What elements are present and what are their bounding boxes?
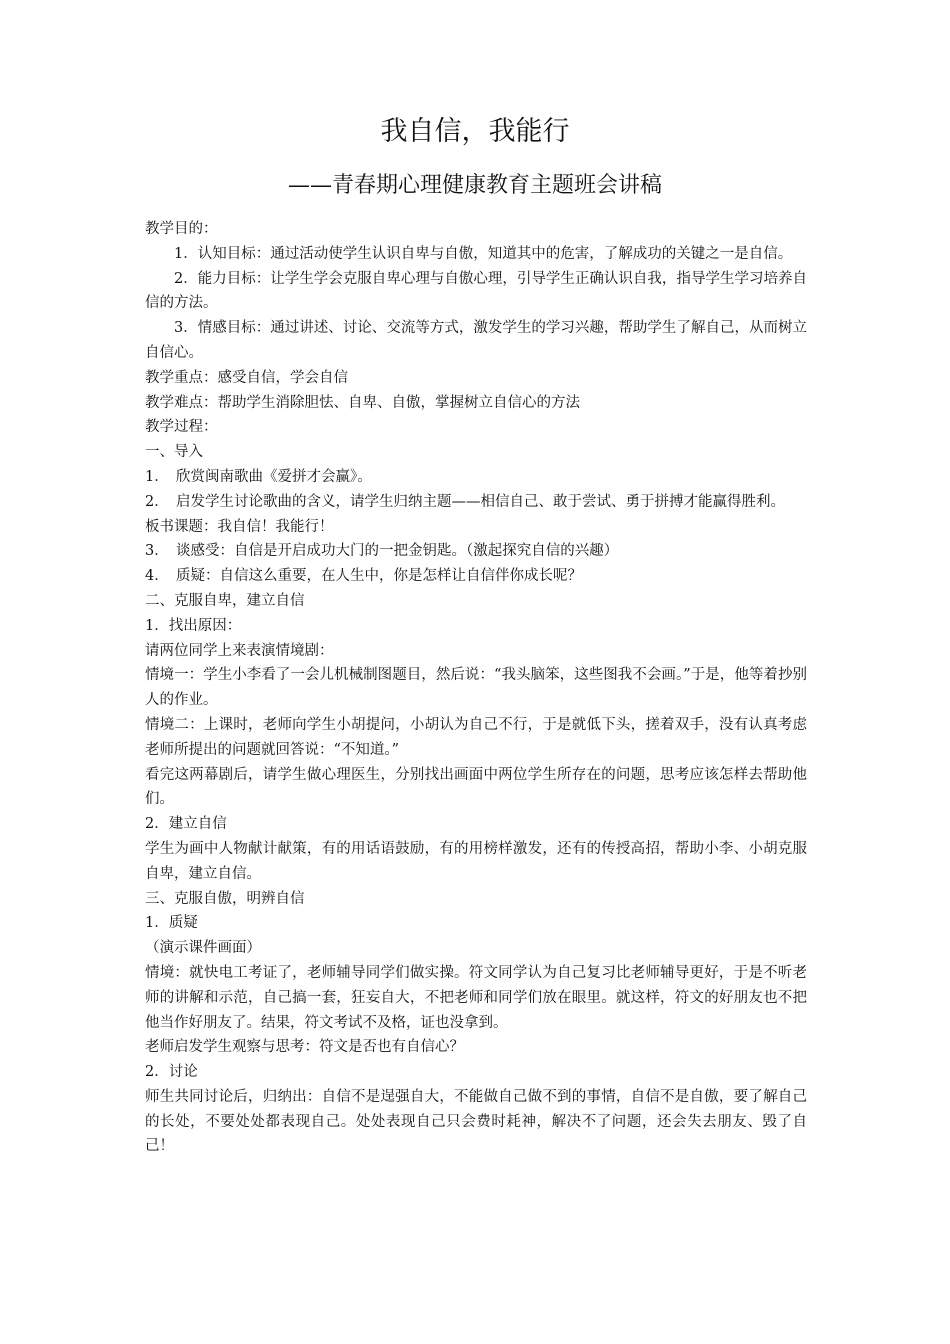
paragraph: 1．质疑 xyxy=(145,915,198,932)
page-title: 我自信，我能行 xyxy=(380,116,570,147)
paragraph: 3． 谈感受：自信是开启成功大门的一把金钥匙。（激起探究自信的兴趣） xyxy=(145,543,619,560)
paragraph: 2．讨论 xyxy=(145,1064,198,1081)
paragraph: 板书课题：我自信！我能行！ xyxy=(145,518,334,535)
paragraph: 3．情感目标：通过讲述、讨论、交流等方式，激发学生的学习兴趣，帮助学生了解自己，从而树立自信心。 xyxy=(145,320,807,361)
paragraph: 学生为画中人物献计献策，有的用话语鼓励，有的用榜样激发，还有的传授高招，帮助小李、小胡克服自卑，建立自信。 xyxy=(145,840,807,882)
paragraph: 教学难点：帮助学生消除胆怯、自卑、自傲，掌握树立自信心的方法 xyxy=(145,394,580,411)
paragraph: 2．能力目标：让学生学会克服自卑心理与自傲心理，引导学生正确认识自我，指导学生学习培养自信的方法。 xyxy=(145,270,807,312)
paragraph: 三、克服自傲，明辨自信 xyxy=(145,890,305,907)
paragraph: 一、导入 xyxy=(145,444,203,461)
paragraph: 教学过程： xyxy=(145,419,218,436)
paragraph: 4． 质疑：自信这么重要，在人生中，你是怎样让自信伴你成长呢？ xyxy=(145,568,582,585)
paragraph: 1． 欣赏闽南歌曲《爱拼才会赢》。 xyxy=(145,468,372,485)
paragraph: 情境二：上课时，老师向学生小胡提问，小胡认为自己不行，于是就低下头，搓着双手，没有认真考虑老师所提出的问题就回答说：“不知道。” xyxy=(145,716,807,758)
paragraph: 教学目的： xyxy=(145,221,218,237)
paragraph: （演示课件画面） xyxy=(145,940,261,957)
paragraph: 老师启发学生观察与思考：符文是否也有自信心？ xyxy=(145,1039,464,1056)
paragraph: 2． 启发学生讨论歌曲的含义，请学生归纳主题——相信自己、敢于尝试、勇于拼搏才能赢得胜利。 xyxy=(145,493,785,510)
paragraph: 请两位同学上来表演情境剧： xyxy=(145,642,334,659)
paragraph: 二、克服自卑，建立自信 xyxy=(145,592,305,609)
paragraph: 情境：就快电工考证了，老师辅导同学们做实操。符文同学认为自己复习比老师辅导更好，于是不听老师的讲解和示范，自己搞一套，狂妄自大，不把老师和同学们放在眼里。就这样，符文的好朋友也不把他当作好朋友了。结果，符文考试不及格，证也没拿到。 xyxy=(145,964,807,1031)
paragraph: 教学重点：感受自信，学会自信 xyxy=(145,369,348,386)
document-body xyxy=(145,217,807,1159)
paragraph: 2．建立自信 xyxy=(145,816,227,833)
paragraph: 1．找出原因： xyxy=(145,617,242,634)
paragraph: 1．认知目标：通过活动使学生认识自卑与自傲，知道其中的危害，了解成功的关键之一是自信。 xyxy=(174,245,793,262)
paragraph: 师生共同讨论后，归纳出：自信不是逞强自大，不能做自己做不到的事情，自信不是自傲，要了解自己的长处，不要处处都表现自己。处处表现自己只会费时耗神，解决不了问题，还会失去朋友、毁了自己！ xyxy=(145,1088,807,1155)
paragraph: 情境一：学生小李看了一会儿机械制图题目，然后说：“我头脑笨，这些图我不会画。”于是，他等着抄别人的作业。 xyxy=(145,667,807,709)
paragraph: 看完这两幕剧后，请学生做心理医生，分别找出画面中两位学生所存在的问题，思考应该怎样去帮助他们。 xyxy=(145,766,807,808)
page-subtitle: ——青春期心理健康教育主题班会讲稿 xyxy=(287,173,662,198)
